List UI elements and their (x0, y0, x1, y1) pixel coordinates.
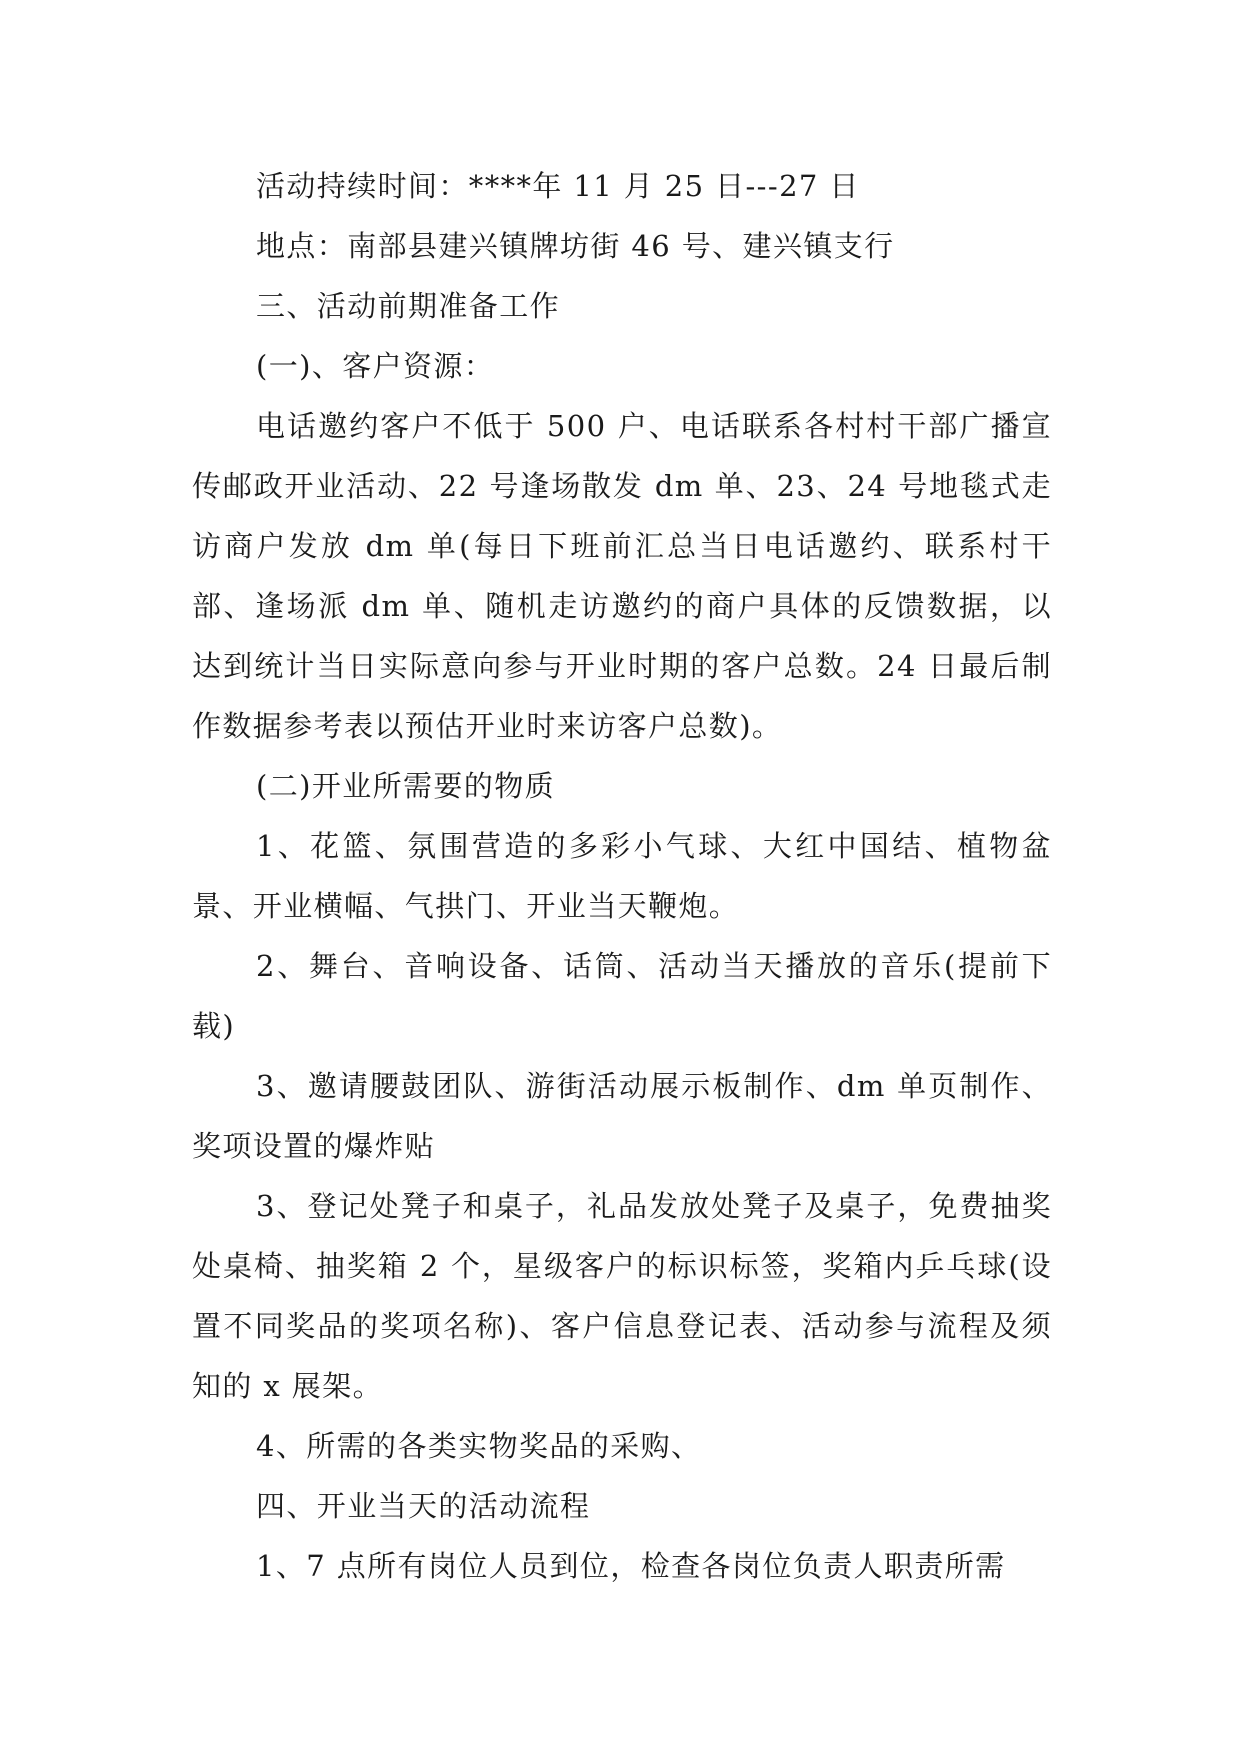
heading-preparation: 三、活动前期准备工作 (256, 289, 561, 323)
paragraph-activity-duration: 活动持续时间：****年 11 月 25 日---27 日 (256, 169, 860, 203)
list-item-stage-audio: 2、舞台、音响设备、话筒、活动当天播放的音乐(提前下载) (192, 949, 1052, 1043)
paragraph-customer-invitation: 电话邀约客户不低于 500 户、电话联系各村村干部广播宣传邮政开业活动、22 号逢场散发 dm 单、23、24 号地毯式走访商户发放 dm 单(每日下班前汇总当日电话邀约、联系村干部、逢场派 dm 单、随机走访邀约的商户具体的反馈数据，以达到统计当日实际意向参与开业时期的客户总数。24 日最后制作数据参考表以预估开业时来访客户总数)。 (192, 409, 1052, 743)
list-item-staff-arrival: 1、7 点所有岗位人员到位，检查各岗位负责人职责所需 (256, 1549, 1006, 1583)
list-item-prizes: 4、所需的各类实物奖品的采购、 (256, 1429, 702, 1463)
subheading-materials: (二)开业所需要的物质 (256, 769, 556, 803)
list-item-drum-team: 3、邀请腰鼓团队、游街活动展示板制作、dm 单页制作、奖项设置的爆炸贴 (192, 1069, 1052, 1163)
subheading-customer-resources: (一)、客户资源： (256, 349, 495, 383)
heading-opening-day-flow: 四、开业当天的活动流程 (256, 1489, 591, 1523)
paragraph-location: 地点：南部县建兴镇牌坊街 46 号、建兴镇支行 (256, 229, 895, 263)
list-item-decorations: 1、花篮、氛围营造的多彩小气球、大红中国结、植物盆景、开业横幅、气拱门、开业当天鞭炮。 (192, 829, 1052, 923)
list-item-registration: 3、登记处凳子和桌子，礼品发放处凳子及桌子，免费抽奖处桌椅、抽奖箱 2 个，星级客户的标识标签，奖箱内乒乓球(设置不同奖品的奖项名称)、客户信息登记表、活动参与流程及须知的 x 展架。 (192, 1189, 1052, 1403)
document-body (192, 156, 1052, 1596)
